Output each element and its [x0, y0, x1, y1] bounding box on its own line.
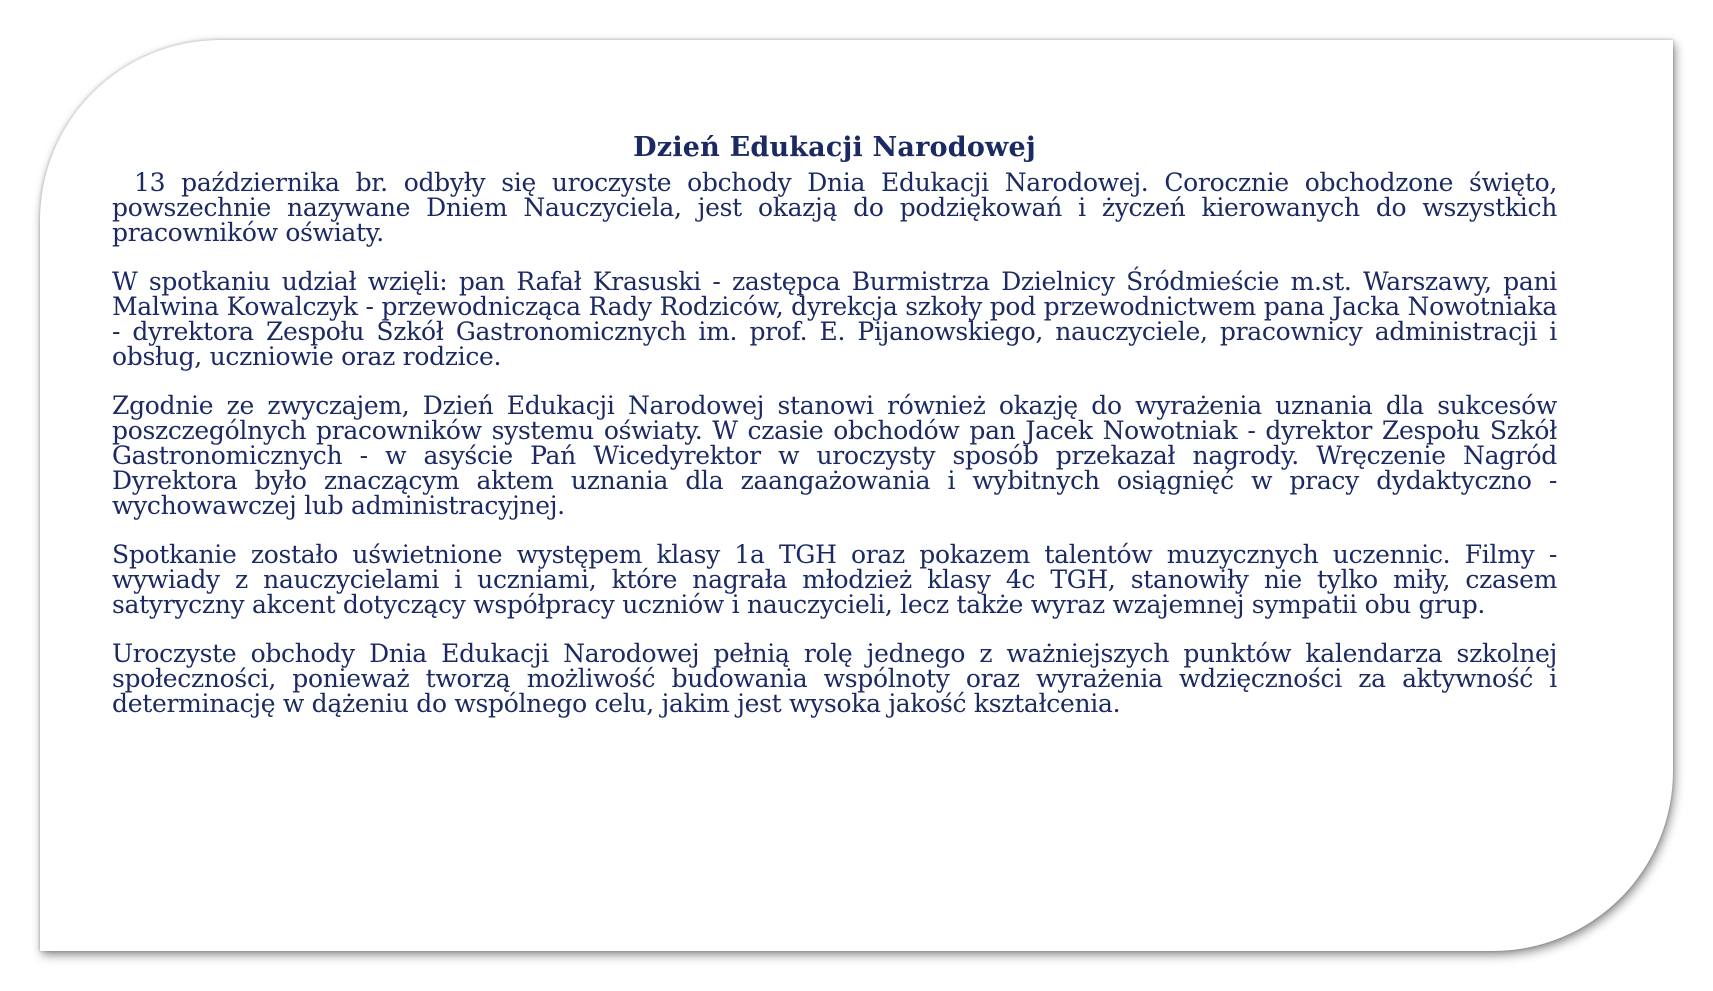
paragraph-2: W spotkaniu udział wzięli: pan Rafał Krasuski - zastępca Burmistrza Dzielnicy Śródmieście m.st. Warszawy, pani Malwina Kowalczyk - przewodnicząca Rady Rodziców, dyrekcja szkoły pod przewodnictwem pana Jacka Nowotniaka - dyrektora Zespołu Szkół Gastronomicznych im. prof. E. Pijanowskiego, nauczyciele, pracownicy administracji i obsług, uczniowie oraz rodzice. — [112, 267, 1557, 371]
paragraph-3: Zgodnie ze zwyczajem, Dzień Edukacji Narodowej stanowi również okazję do wyrażenia uznania dla sukcesów poszczególnych pracowników systemu oświaty. W czasie obchodów pan Jacek Nowotniak - dyrektor Zespołu Szkół Gastronomicznych - w asyście Pań Wicedyrektor w uroczysty sposób przekazał nagrody. Wręczenie Nagród Dyrektora było znaczącym aktem uznania dla zaangażowania i wybitnych osiągnięć w pracy dydaktyczno - wychowawczej lub administracyjnej. — [112, 391, 1557, 520]
paragraph-1: 13 października br. odbyły się uroczyste obchody Dnia Edukacji Narodowej. Corocznie obchodzone święto, powszechnie nazywane Dniem Nauczyciela, jest okazją do podziękowań i życzeń kierowanych do wszystkich pracowników oświaty. — [112, 168, 1557, 247]
paragraph-5: Uroczyste obchody Dnia Edukacji Narodowej pełnią rolę jednego z ważniejszych punktów kalendarza szkolnej społeczności, ponieważ tworzą możliwość budowania wspólnoty oraz wyrażenia wdzięczności za aktywność i determinację w dążeniu do wspólnego celu, jakim jest wysoka jakość kształcenia. — [112, 639, 1557, 718]
article-title: Dzień Edukacji Narodowej — [633, 132, 1036, 163]
paragraph-4: Spotkanie zostało uświetnione występem klasy 1a TGH oraz pokazem talentów muzycznych uczennic. Filmy - wywiady z nauczycielami i uczniami, które nagrała młodzież klasy 4c TGH, stanowiły nie tylko miły, czasem satyryczny akcent dotyczący współpracy uczniów i nauczycieli, lecz także wyraz wzajemnej sympatii obu grup. — [112, 540, 1557, 619]
article — [112, 132, 1557, 740]
